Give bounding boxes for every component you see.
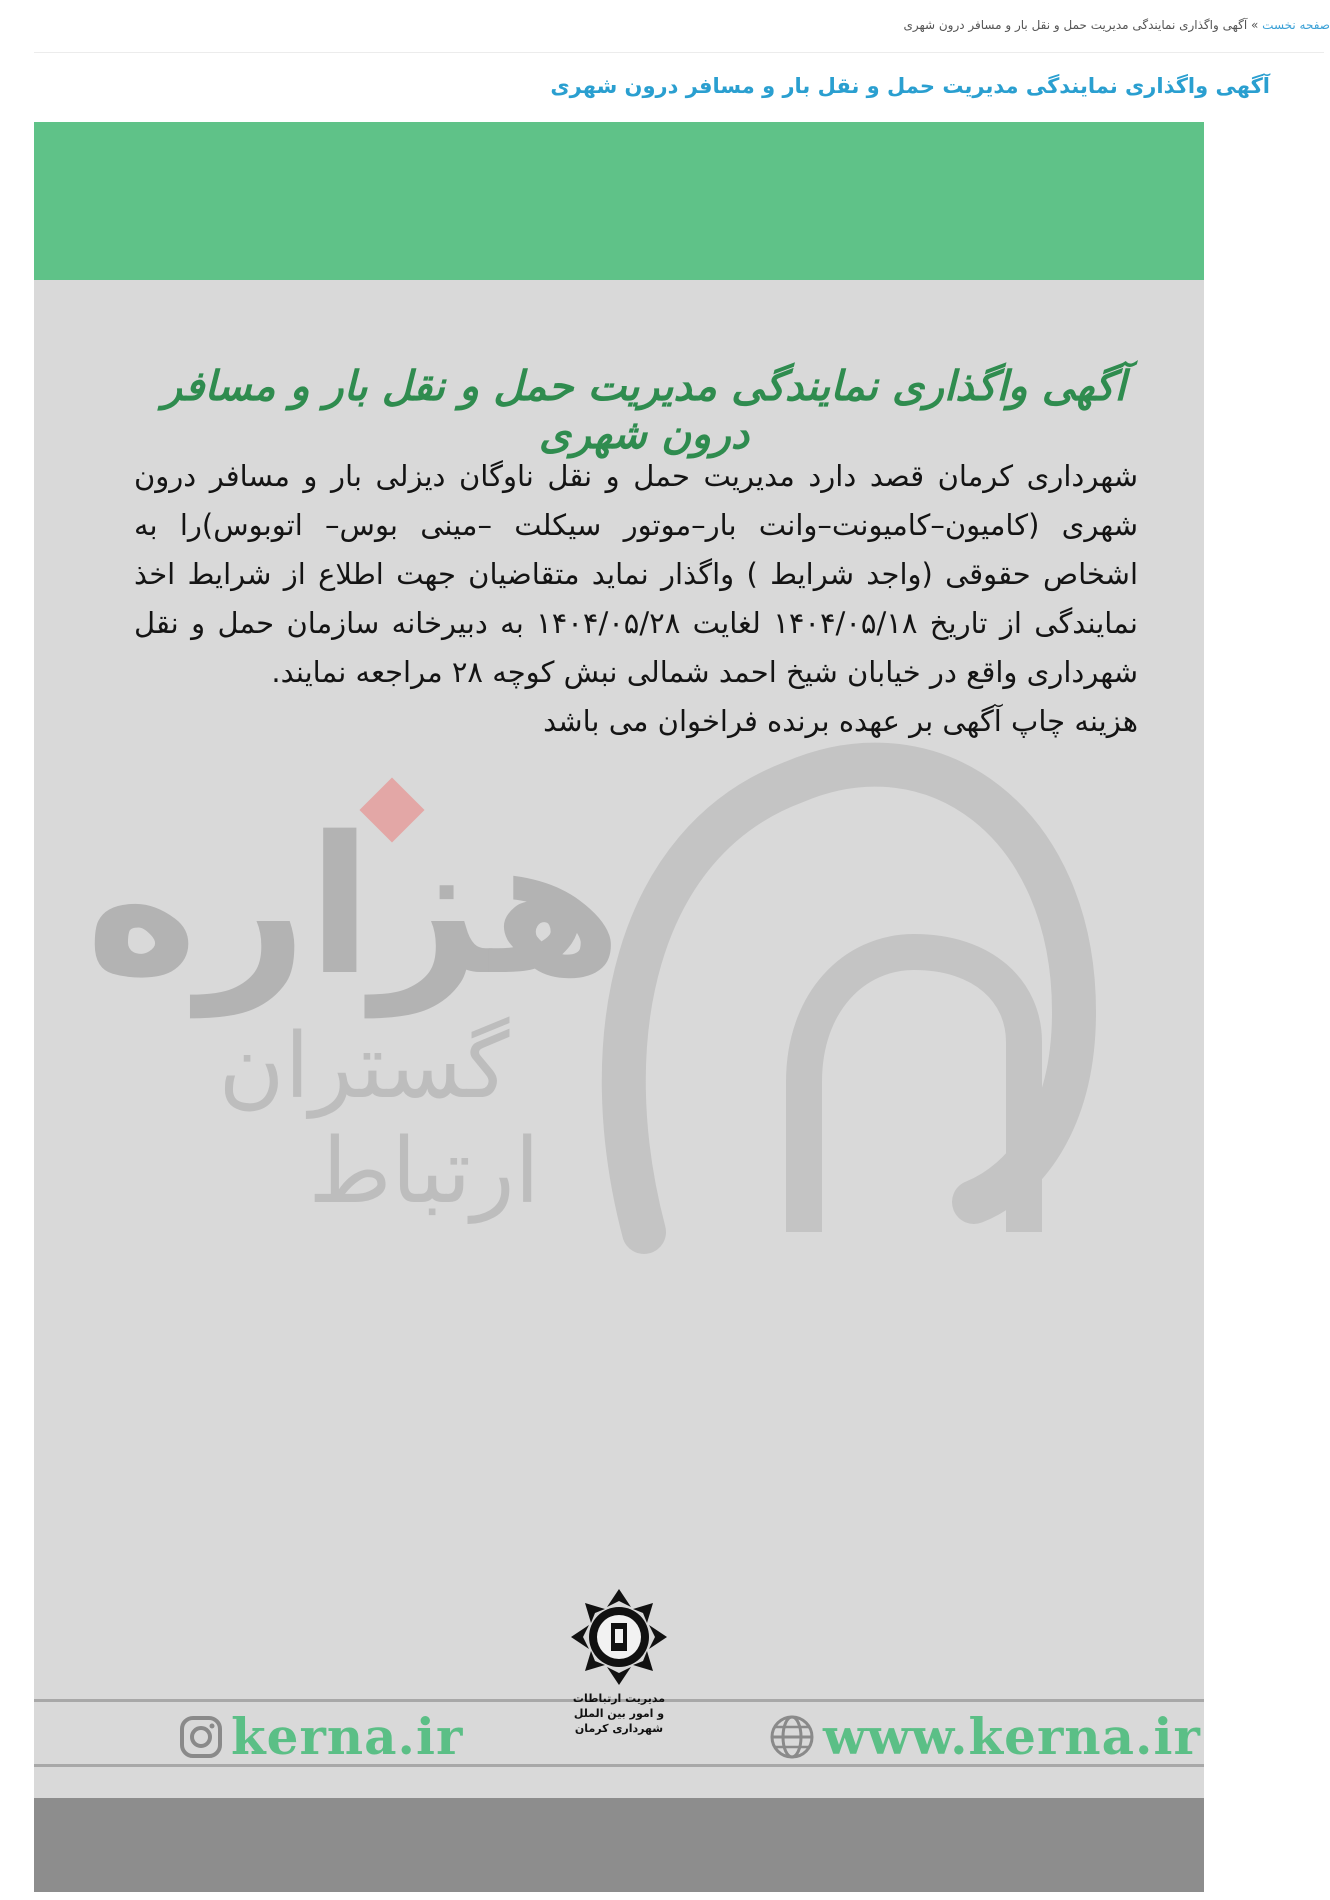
breadcrumb-current: آگهی واگذاری نمایندگی مدیریت حمل و نقل بار و مسافر درون شهری — [903, 18, 1248, 32]
watermark-word: هزاره — [85, 796, 623, 1017]
logo-emblem-icon — [569, 1587, 669, 1687]
poster-bottom-band — [34, 1798, 1204, 1892]
logo-caption-line: و امور بین الملل — [573, 1707, 665, 1720]
poster-body — [134, 452, 1138, 746]
breadcrumb-home-link[interactable]: صفحه نخست — [1262, 18, 1330, 32]
poster-body-note: هزینه چاپ آگهی بر عهده برنده فراخوان می باشد — [543, 704, 1138, 738]
poster-headline: آگهی واگذاری نمایندگی مدیریت حمل و نقل بار و مسافر درون شهری — [162, 362, 1126, 458]
watermark-subtitle-1: گستران — [218, 1014, 510, 1119]
instagram-icon — [179, 1715, 223, 1759]
breadcrumb — [10, 18, 1330, 32]
website-link — [769, 1707, 1201, 1766]
divider — [34, 52, 1324, 53]
poster-body-paragraph: شهرداری کرمان قصد دارد مدیریت حمل و نقل ناوگان دیزلی بار و مسافر درون شهری (کامیون–کامیونت–وانت بار–موتور سیکلت –مینی بوس– اتوبوس)را به اشخاص حقوقی (واجد شرایط ) واگذار نماید متقاضیان جهت اطلاع از شرایط اخذ نمایندگی از تاریخ ۱۴۰۴/۰۵/۱۸ لغایت ۱۴۰۴/۰۵/۲۸ به دبیرخانه سازمان حمل و نقل شهرداری واقع در خیابان شیخ احمد شمالی نبش کوچه ۲۸ مراجعه نمایند. — [134, 459, 1138, 689]
post-title[interactable]: آگهی واگذاری نمایندگی مدیریت حمل و نقل بار و مسافر درون شهری — [550, 74, 1270, 98]
website-url: www.kerna.ir — [823, 1707, 1201, 1766]
poster-image — [34, 122, 1204, 1892]
logo-caption-line: شهرداری کرمان — [574, 1722, 664, 1735]
breadcrumb-separator: » — [1251, 18, 1259, 32]
municipality-logo — [554, 1587, 684, 1736]
instagram-link — [179, 1707, 463, 1766]
logo-caption-line: مدیریت ارتباطات — [572, 1692, 666, 1705]
watermark-subtitle-2: ارتباط — [308, 1119, 540, 1224]
globe-icon — [769, 1714, 815, 1760]
instagram-handle: kerna.ir — [231, 1707, 464, 1766]
